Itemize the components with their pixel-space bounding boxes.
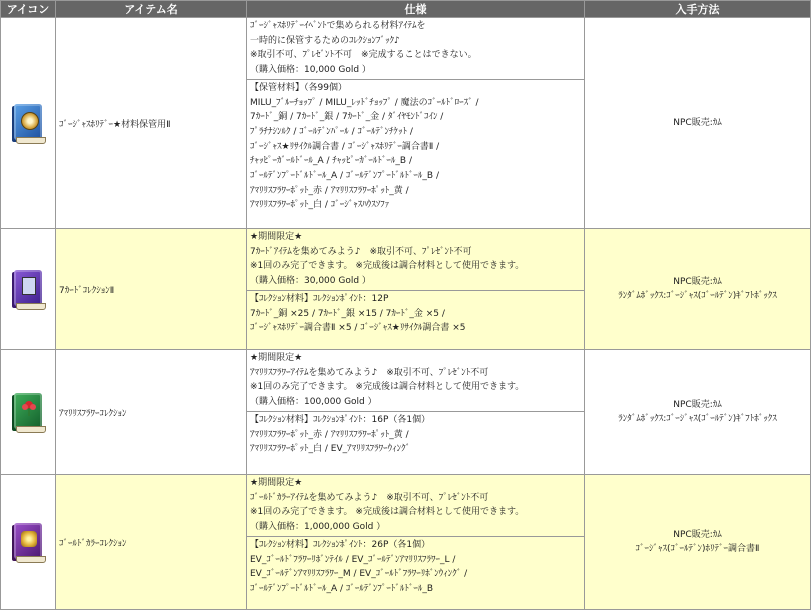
spec-cell bbox=[247, 350, 585, 475]
acquisition-line: ﾗﾝﾀﾞﾑﾎﾞｯｸｽ:ｺﾞｰｼﾞｬｽ(ｺﾞｰﾙﾃﾞﾝ)ｷﾞﾌﾄﾎﾞｯｸｽ bbox=[618, 414, 777, 424]
acquisition-cell bbox=[585, 229, 811, 350]
spec-line: ★期間限定★ bbox=[250, 353, 303, 363]
header-item-name: アイテム名 bbox=[56, 1, 247, 18]
spec-line: MILU_ﾌﾞﾙｰﾁｮｯﾌﾟ / MILU_ﾚｯﾄﾞﾁｮｯﾌﾟ / 魔法のｺﾞｰﾙﾄﾞﾛｰｽﾞ / bbox=[250, 97, 479, 108]
spec-line: ｱﾏﾘﾘｽﾌﾗﾜｰﾎﾟｯﾄ_赤 / ｱﾏﾘﾘｽﾌﾗﾜｰﾎﾟｯﾄ_黄 / bbox=[250, 429, 409, 440]
spec-line: （購入価格：100,000 Gold ） bbox=[250, 397, 377, 408]
spec-line: ★期間限定★ bbox=[250, 478, 303, 488]
spec-cell bbox=[247, 475, 585, 610]
spec-line: ｱﾏﾘﾘｽﾌﾗﾜｰﾎﾟｯﾄ_赤 / ｱﾏﾘﾘｽﾌﾗﾜｰﾎﾟｯﾄ_黄 / bbox=[250, 185, 409, 196]
item-name: ｺﾞｰｼﾞｬｽﾎﾘﾃﾞｰ★材料保管用Ⅱ bbox=[56, 18, 247, 229]
spec-description bbox=[247, 18, 584, 79]
item-name: ｱﾏﾘﾘｽﾌﾗﾜｰｺﾚｸｼｮﾝ bbox=[56, 350, 247, 475]
header-spec: 仕様 bbox=[247, 1, 585, 18]
spec-cell bbox=[247, 18, 585, 229]
spec-description bbox=[247, 229, 584, 290]
spec-line: ｺﾞｰｼﾞｬｽﾎﾘﾃﾞｰ調合書Ⅱ ×5 / ｺﾞｰｼﾞｬｽ★ﾘｻｲｸﾙ調合書 ×5 bbox=[250, 323, 466, 334]
item-name: 7ｶｰﾄﾞｺﾚｸｼｮﾝⅡ bbox=[56, 229, 247, 350]
spec-line: 7ｶｰﾄﾞ_銅 ×25 / 7ｶｰﾄﾞ_銀 ×15 / 7ｶｰﾄﾞ_金 ×5 / bbox=[250, 308, 445, 319]
spec-line: 一時的に保管するためのｺﾚｸｼｮﾝﾌﾞｯｸ♪ bbox=[250, 35, 400, 46]
spec-line: ※1回のみ完了できます。 ※完成後は調合材料として使用できます。 bbox=[250, 261, 525, 272]
purple-gold-book-icon bbox=[10, 521, 46, 563]
acquisition-cell bbox=[585, 350, 811, 475]
acquisition-cell bbox=[585, 475, 811, 610]
spec-description bbox=[247, 475, 584, 536]
spec-line: （購入価格：10,000 Gold ） bbox=[250, 65, 371, 76]
acquisition-line: ｺﾞｰｼﾞｬｽ(ｺﾞｰﾙﾃﾞﾝ)ﾎﾘﾃﾞｰ調合書Ⅱ bbox=[635, 544, 760, 554]
spec-line: 【ｺﾚｸｼｮﾝ材料】ｺﾚｸｼｮﾝﾎﾟｲﾝﾄ：16P（各1個） bbox=[250, 414, 431, 425]
spec-line: ﾁｬｯﾋﾟｰｶﾞｰﾙﾄﾞｰﾙ_A / ﾁｬｯﾋﾟｰｶﾞｰﾙﾄﾞｰﾙ_B / bbox=[250, 156, 412, 167]
acquisition-line: NPC販売:ｶﾑ bbox=[673, 118, 722, 128]
spec-line: ｺﾞｰﾙﾃﾞﾝﾌﾟｰﾄﾞﾙﾄﾞｰﾙ_A / ｺﾞｰﾙﾃﾞﾝﾌﾟｰﾄﾞﾙﾄﾞｰﾙ_B bbox=[250, 583, 434, 594]
purple-card-book-icon bbox=[10, 268, 46, 310]
spec-line: ※1回のみ完了できます。 ※完成後は調合材料として使用できます。 bbox=[250, 507, 525, 518]
spec-line: 7ｶｰﾄﾞｱｲﾃﾑを集めてみよう♪ ※取引不可、ﾌﾟﾚｾﾞﾝﾄ不可 bbox=[250, 246, 472, 257]
spec-line: ※1回のみ完了できます。 ※完成後は調合材料として使用できます。 bbox=[250, 382, 525, 393]
spec-line: EV_ｺﾞｰﾙﾃﾞﾝｱﾏﾘﾘｽﾌﾗﾜｰ_M / EV_ｺﾞｰﾙﾄﾞﾌﾗﾜｰﾘﾎﾞﾝｳｨﾝｸﾞ / bbox=[250, 569, 468, 580]
spec-materials bbox=[247, 290, 584, 337]
spec-materials bbox=[247, 79, 584, 214]
icon-cell bbox=[1, 475, 56, 610]
flower-icon bbox=[21, 399, 37, 417]
green-flower-book-icon bbox=[10, 391, 46, 433]
spec-line: ｺﾞｰｼﾞｬｽﾎﾘﾃﾞｰｲﾍﾞﾝﾄで集められる材料ｱｲﾃﾑを bbox=[250, 21, 426, 31]
acquisition-line: NPC販売:ｶﾑ bbox=[673, 277, 722, 287]
spec-line: （購入価格：1,000,000 Gold ） bbox=[250, 522, 386, 533]
spec-line: ※取引不可、ﾌﾟﾚｾﾞﾝﾄ不可 ※完成することはできない。 bbox=[250, 50, 477, 61]
icon-cell bbox=[1, 229, 56, 350]
table-row bbox=[1, 229, 811, 350]
blue-book-icon bbox=[10, 102, 46, 144]
header-acquisition: 入手方法 bbox=[585, 1, 811, 18]
spec-line: ｱﾏﾘﾘｽﾌﾗﾜｰﾎﾟｯﾄ_白 / EV_ｱﾏﾘﾘｽﾌﾗﾜｰｳｨﾝｸﾞ bbox=[250, 444, 411, 455]
spec-line: 7ｶｰﾄﾞ_銅 / 7ｶｰﾄﾞ_銀 / 7ｶｰﾄﾞ_金 / ﾀﾞｲﾔﾓﾝﾄﾞｺｲﾝ / bbox=[250, 112, 444, 123]
spec-line: 【ｺﾚｸｼｮﾝ材料】ｺﾚｸｼｮﾝﾎﾟｲﾝﾄ：12P bbox=[250, 293, 389, 304]
table-row bbox=[1, 475, 811, 610]
spec-materials bbox=[247, 536, 584, 598]
spec-line: ﾌﾟﾗﾁﾅｼﾝﾙｸ / ｺﾞｰﾙﾃﾞﾝﾊﾟｰﾙ / ｺﾞｰﾙﾃﾞﾝﾁｹｯﾄ / bbox=[250, 126, 413, 137]
spec-line: ｱﾏﾘﾘｽﾌﾗﾜｰﾎﾟｯﾄ_白 / ｺﾞｰｼﾞｬｽﾊｳｽｿﾌｧ bbox=[250, 200, 390, 211]
spec-line: 【ｺﾚｸｼｮﾝ材料】ｺﾚｸｼｮﾝﾎﾟｲﾝﾄ：26P（各1個） bbox=[250, 539, 431, 550]
spec-materials bbox=[247, 411, 584, 458]
spec-description bbox=[247, 350, 584, 411]
spec-line: ｺﾞｰﾙﾃﾞﾝﾌﾟｰﾄﾞﾙﾄﾞｰﾙ_A / ｺﾞｰﾙﾃﾞﾝﾌﾟｰﾄﾞﾙﾄﾞｰﾙ_B / bbox=[250, 171, 439, 182]
item-name: ｺﾞｰﾙﾄﾞｶﾗｰｺﾚｸｼｮﾝ bbox=[56, 475, 247, 610]
spec-line: ｺﾞｰﾙﾄﾞｶﾗｰｱｲﾃﾑを集めてみよう♪ ※取引不可、ﾌﾟﾚｾﾞﾝﾄ不可 bbox=[250, 492, 489, 503]
header-icon: アイコン bbox=[1, 1, 56, 18]
spec-line: ｱﾏﾘﾘｽﾌﾗﾜｰｱｲﾃﾑを集めてみよう♪ ※取引不可、ﾌﾟﾚｾﾞﾝﾄ不可 bbox=[250, 367, 489, 378]
spec-line: ★期間限定★ bbox=[250, 232, 303, 242]
spec-line: ｺﾞｰｼﾞｬｽ★ﾘｻｲｸﾙ調合書 / ｺﾞｰｼﾞｬｽﾎﾘﾃﾞｰ調合書Ⅱ / bbox=[250, 141, 440, 152]
spec-line: 【保管材料】（各99個） bbox=[250, 82, 347, 93]
acquisition-cell bbox=[585, 18, 811, 229]
spec-line: （購入価格：30,000 Gold ） bbox=[250, 276, 371, 287]
icon-cell bbox=[1, 350, 56, 475]
acquisition-line: NPC販売:ｶﾑ bbox=[673, 400, 722, 410]
spec-line: EV_ｺﾞｰﾙﾄﾞﾌﾗﾜｰﾘﾎﾞﾝﾃｲﾙ / EV_ｺﾞｰﾙﾃﾞﾝｱﾏﾘﾘｽﾌﾗﾜｰ_L / bbox=[250, 554, 456, 565]
table-row bbox=[1, 350, 811, 475]
table-header-row bbox=[1, 1, 811, 18]
table-row bbox=[1, 18, 811, 229]
acquisition-line: ﾗﾝﾀﾞﾑﾎﾞｯｸｽ:ｺﾞｰｼﾞｬｽ(ｺﾞｰﾙﾃﾞﾝ)ｷﾞﾌﾄﾎﾞｯｸｽ bbox=[618, 291, 777, 301]
acquisition-line: NPC販売:ｶﾑ bbox=[673, 530, 722, 540]
spec-cell bbox=[247, 229, 585, 350]
icon-cell bbox=[1, 18, 56, 229]
